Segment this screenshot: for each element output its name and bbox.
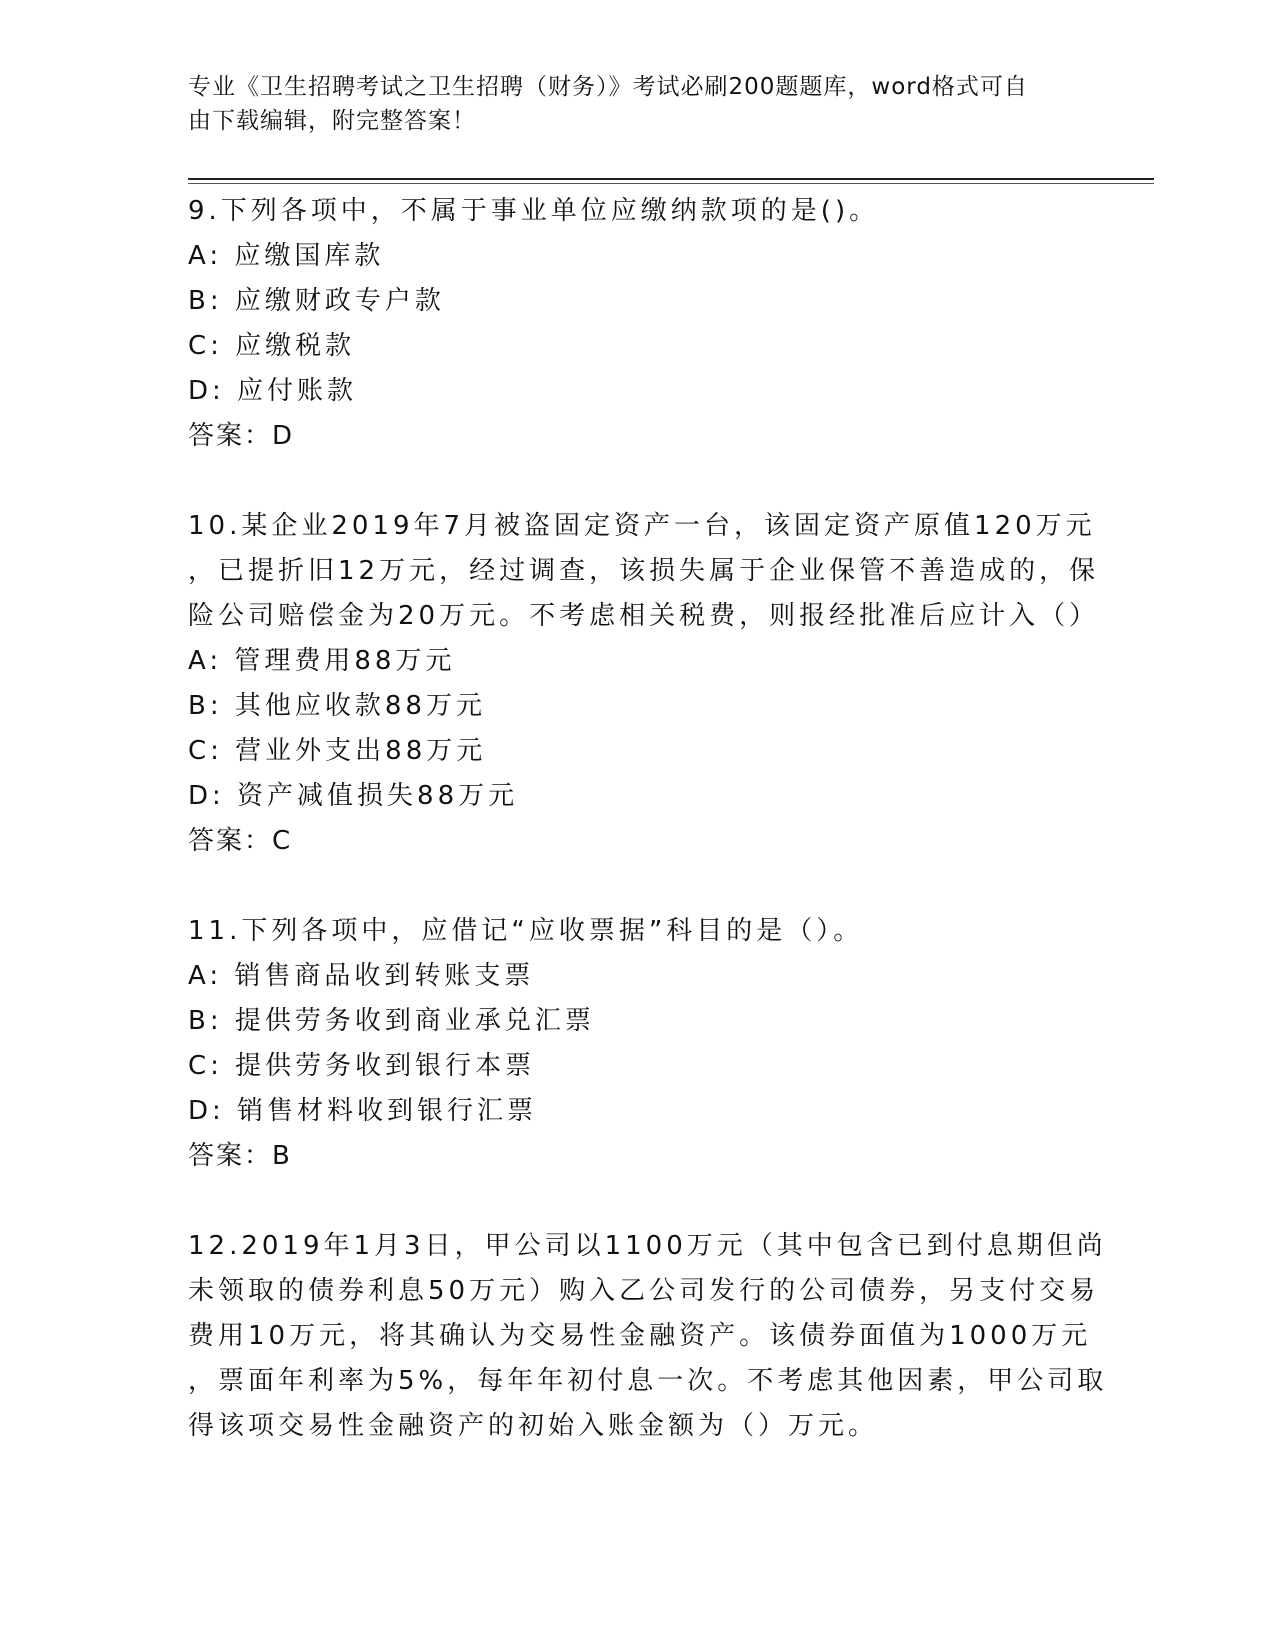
header-line-1: 专业《卫生招聘考试之卫生招聘（财务）》考试必刷200题题库，word格式可自 xyxy=(188,74,1028,100)
question-11-stem-line-1: 11.下列各项中，应借记“应收票据”科目的是（）。 xyxy=(188,916,864,946)
question-11-option-a: A: 销售商品收到转账支票 xyxy=(188,961,535,991)
question-9-option-b: B: 应缴财政专户款 xyxy=(188,286,445,316)
question-11-option-c: C: 提供劳务收到银行本票 xyxy=(188,1051,536,1081)
question-9-option-a: A: 应缴国库款 xyxy=(188,241,385,271)
question-11-answer: 答案：B xyxy=(188,1141,292,1171)
question-12-stem-line-1: 12.2019年1月3日，甲公司以1100万元（其中包含已到付息期但尚 xyxy=(188,1231,1107,1261)
question-11-option-b: B: 提供劳务收到商业承兑汇票 xyxy=(188,1006,595,1036)
question-10-option-a: A: 管理费用88万元 xyxy=(188,646,456,676)
question-12-stem-line-2: 未领取的债券利息50万元）购入乙公司发行的公司债券，另支付交易 xyxy=(188,1276,1100,1306)
question-11-option-d: D: 销售材料收到银行汇票 xyxy=(188,1096,538,1126)
question-10-answer: 答案：C xyxy=(188,826,293,856)
question-10-stem-line-1: 10.某企业2019年7月被盗固定资产一台，该固定资产原值120万元 xyxy=(188,511,1096,541)
header-divider-thin xyxy=(188,183,1154,184)
question-9-option-d: D: 应付账款 xyxy=(188,376,358,406)
question-10-option-d: D: 资产减值损失88万元 xyxy=(188,781,519,811)
question-12-stem-line-4: ，票面年利率为5%，每年年初付息一次。不考虑其他因素，甲公司取 xyxy=(188,1366,1108,1396)
header-line-2: 由下载编辑，附完整答案！ xyxy=(188,108,476,134)
question-10-stem-line-2: ，已提折旧12万元，经过调查，该损失属于企业保管不善造成的，保 xyxy=(188,556,1100,586)
header-divider xyxy=(188,178,1154,180)
question-9-stem-line-1: 9.下列各项中，不属于事业单位应缴纳款项的是()。 xyxy=(188,196,880,226)
question-10-option-b: B: 其他应收款88万元 xyxy=(188,691,486,721)
question-9-answer: 答案：D xyxy=(188,421,295,451)
question-12-stem-line-3: 费用10万元，将其确认为交易性金融资产。该债券面值为1000万元 xyxy=(188,1321,1092,1351)
question-10-stem-line-3: 险公司赔偿金为20万元。不考虑相关税费，则报经批准后应计入（） xyxy=(188,601,1100,631)
question-10-option-c: C: 营业外支出88万元 xyxy=(188,736,487,766)
question-12-stem-line-5: 得该项交易性金融资产的初始入账金额为（）万元。 xyxy=(188,1411,879,1441)
question-9-option-c: C: 应缴税款 xyxy=(188,331,356,361)
